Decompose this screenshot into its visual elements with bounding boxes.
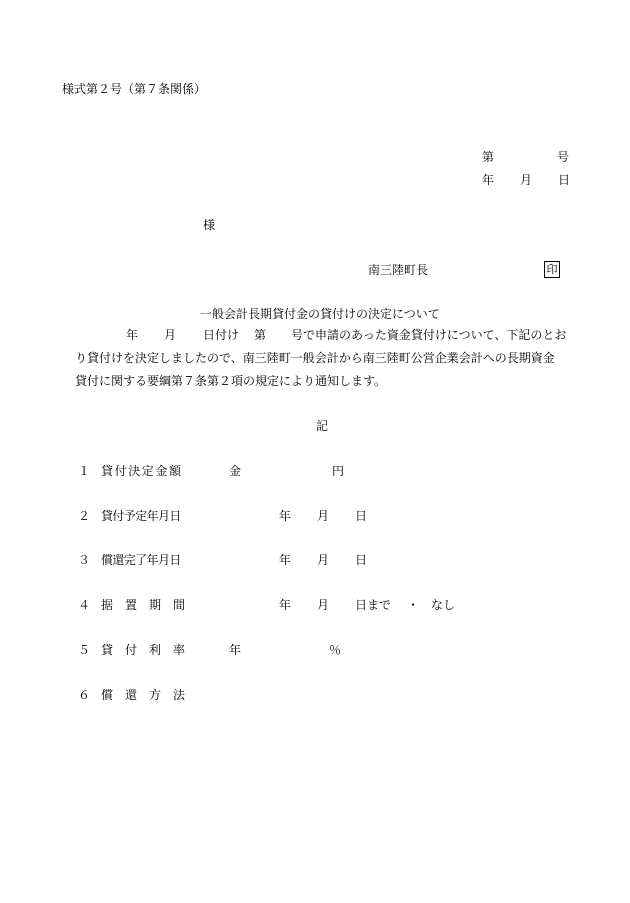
item-2-num: ２: [78, 509, 91, 523]
body-line1-rest: 号で申請のあった資金貸付けについて、下記のとお: [291, 328, 567, 342]
item-3-num: ３: [78, 553, 91, 567]
item-5-num: ５: [78, 643, 91, 657]
item-3-month: 月: [317, 553, 330, 567]
item-5-percent: ％: [329, 643, 342, 657]
item-6-num: ６: [78, 688, 91, 702]
sender-name: 南三陸町長: [368, 263, 429, 277]
item-3-year: 年: [279, 553, 292, 567]
body-line3: 貸付に関する要綱第７条第２項の規定により通知します。: [75, 374, 387, 388]
item-4-label: 据 置 期 間: [101, 598, 186, 612]
doc-number-dai: 第: [482, 150, 495, 164]
item-4-until: 日まで: [355, 598, 392, 612]
doc-date-day: 日: [558, 173, 571, 187]
item-1-yen: 円: [332, 464, 345, 478]
seal-mark: 印: [544, 261, 560, 278]
addressee-sama: 様: [203, 218, 216, 232]
subject-title: 一般会計長期貸付金の貸付けの決定について: [200, 307, 440, 321]
body-line1-year: 年: [126, 328, 139, 342]
item-4-none: なし: [431, 598, 456, 612]
item-2-day: 日: [355, 509, 368, 523]
item-4-month: 月: [317, 598, 330, 612]
item-3-label: 償還完了年月日: [101, 553, 181, 567]
item-1-num: １: [78, 464, 91, 478]
body-line2: り貸付けを決定しましたので、南三陸町一般会計から南三陸町公営企業会計への長期資金: [75, 351, 555, 365]
body-line1-dai: 第: [254, 328, 267, 342]
item-4-num: ４: [78, 598, 91, 612]
item-5-label: 貸 付 利 率: [101, 643, 186, 657]
doc-number-go: 号: [557, 150, 570, 164]
item-3-day: 日: [355, 553, 368, 567]
doc-date-year: 年: [482, 173, 495, 187]
item-4-dot: ・: [407, 598, 420, 612]
body-line1-month: 月: [164, 328, 177, 342]
item-1-kin: 金: [229, 464, 242, 478]
form-label: 様式第２号（第７条関係）: [62, 82, 207, 96]
item-6-label: 償 還 方 法: [101, 688, 186, 702]
item-4-year: 年: [279, 598, 292, 612]
body-line1-day: 日付け: [203, 328, 240, 342]
item-2-year: 年: [279, 509, 292, 523]
item-1-label: 貸付決定金額: [101, 464, 183, 478]
item-2-month: 月: [317, 509, 330, 523]
item-5-year: 年: [229, 643, 242, 657]
ki-heading: 記: [316, 419, 329, 433]
doc-date-month: 月: [520, 173, 533, 187]
item-2-label: 貸付予定年月日: [101, 509, 181, 523]
